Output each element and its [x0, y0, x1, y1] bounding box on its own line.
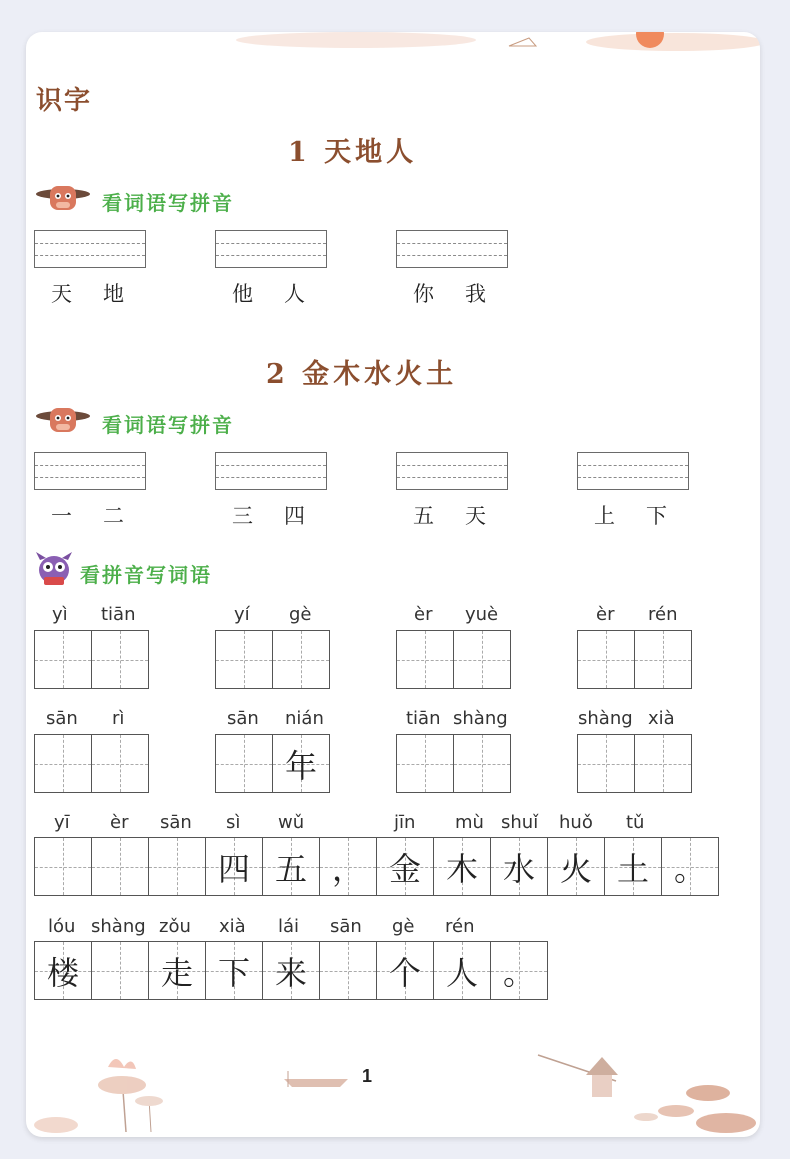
writing-cell[interactable]	[434, 838, 491, 895]
writing-grid[interactable]	[34, 734, 149, 793]
writing-cell[interactable]	[273, 631, 330, 688]
writing-cell[interactable]	[605, 838, 662, 895]
word-character: 他	[232, 282, 253, 306]
pinyin-box[interactable]	[577, 452, 689, 490]
word-character: 三	[232, 504, 253, 528]
writing-cell[interactable]	[662, 838, 719, 895]
word-pair	[413, 278, 517, 308]
word-character: 地	[103, 282, 124, 306]
pinyin-label: gè	[392, 916, 415, 937]
pinyin-label: nián	[285, 708, 324, 729]
workbook-page	[26, 32, 760, 1137]
writing-cell[interactable]	[216, 631, 273, 688]
writing-cell[interactable]	[35, 942, 92, 999]
pinyin-label: xià	[648, 708, 675, 729]
word-pair	[51, 278, 155, 308]
cell-character: 楼	[46, 953, 79, 992]
page-number: 1	[362, 1066, 373, 1086]
instruction-pinyin-from-words-1: 看词语写拼音	[102, 191, 234, 215]
boat-icon	[509, 38, 536, 46]
writing-cell[interactable]	[92, 942, 149, 999]
pinyin-box[interactable]	[396, 230, 508, 268]
word-character: 四	[284, 504, 305, 528]
pinyin-label: yī	[54, 812, 70, 833]
pinyin-label: sān	[227, 708, 259, 729]
pinyin-label: jīn	[394, 812, 416, 833]
word-pair	[232, 278, 336, 308]
writing-cell[interactable]	[35, 631, 92, 688]
writing-cell[interactable]	[454, 735, 511, 792]
pinyin-label: wǔ	[278, 812, 305, 833]
writing-cell[interactable]	[35, 838, 92, 895]
writing-cell[interactable]	[377, 942, 434, 999]
writing-cell[interactable]	[320, 838, 377, 895]
pinyin-label: xià	[219, 916, 246, 937]
pinyin-label: shàng	[91, 916, 146, 937]
cell-character: 四	[217, 849, 250, 888]
word-character: 人	[284, 282, 305, 306]
writing-cell[interactable]	[377, 838, 434, 895]
word-character: 下	[646, 504, 667, 528]
cell-character: 下	[217, 953, 250, 992]
word-character: 天	[51, 282, 72, 306]
cow-mascot-icon	[34, 180, 92, 214]
lotus-icon	[34, 1059, 163, 1133]
writing-cell[interactable]	[491, 942, 548, 999]
writing-cell[interactable]	[35, 735, 92, 792]
owl-mascot-icon	[34, 550, 74, 588]
word-character: 你	[413, 282, 434, 306]
rocks-icon	[634, 1085, 756, 1133]
writing-cell[interactable]	[92, 631, 149, 688]
writing-grid[interactable]	[396, 734, 511, 793]
lesson-2-title: 2 金木水火土	[266, 359, 458, 390]
writing-cell[interactable]	[548, 838, 605, 895]
cell-character: 木	[445, 849, 478, 888]
writing-cell[interactable]	[273, 735, 330, 792]
pinyin-label: èr	[110, 812, 129, 833]
writing-grid[interactable]	[577, 630, 692, 689]
writing-cell[interactable]	[263, 838, 320, 895]
cell-character: ，	[331, 849, 364, 888]
fisherman-icon	[538, 1055, 618, 1097]
cell-character: 火	[559, 849, 592, 888]
pinyin-label: sān	[160, 812, 192, 833]
footer-decoration	[26, 1037, 760, 1137]
cell-character: 年	[284, 746, 317, 785]
writing-cell[interactable]	[92, 735, 149, 792]
pinyin-box[interactable]	[396, 452, 508, 490]
cell-character: 五	[274, 849, 307, 888]
pinyin-label: èr	[414, 604, 433, 625]
pinyin-label: sān	[330, 916, 362, 937]
sentence-2-grid[interactable]	[34, 941, 548, 1000]
writing-grid[interactable]	[577, 734, 692, 793]
writing-grid[interactable]	[215, 630, 330, 689]
pinyin-label: zǒu	[159, 916, 191, 937]
writing-cell[interactable]	[635, 631, 692, 688]
writing-cell[interactable]	[206, 942, 263, 999]
pinyin-label: lóu	[48, 916, 76, 937]
boat-icon	[284, 1071, 348, 1087]
word-pair	[413, 500, 517, 530]
cell-character: 个	[388, 953, 421, 992]
pinyin-label: rén	[445, 916, 475, 937]
word-pair	[594, 500, 698, 530]
word-pair	[51, 500, 155, 530]
writing-cell[interactable]	[578, 631, 635, 688]
pinyin-box[interactable]	[34, 230, 146, 268]
writing-grid[interactable]	[215, 734, 330, 793]
pinyin-label: sān	[46, 708, 78, 729]
pinyin-label: yí	[234, 604, 250, 625]
lesson-1-title: 1 天地人	[288, 137, 418, 168]
pinyin-box[interactable]	[34, 452, 146, 490]
pinyin-label: shàng	[453, 708, 508, 729]
pinyin-label: huǒ	[559, 812, 593, 833]
writing-grid[interactable]	[396, 630, 511, 689]
word-character: 天	[465, 504, 486, 528]
instruction-pinyin-from-words-2: 看词语写拼音	[102, 413, 234, 437]
writing-cell[interactable]	[397, 631, 454, 688]
word-character: 上	[594, 504, 615, 528]
writing-cell[interactable]	[149, 942, 206, 999]
writing-cell[interactable]	[491, 838, 548, 895]
sentence-1-grid[interactable]	[34, 837, 719, 896]
pinyin-label: shàng	[578, 708, 633, 729]
header-decoration	[26, 32, 760, 72]
writing-cell[interactable]	[320, 942, 377, 999]
word-character: 二	[103, 504, 124, 528]
pinyin-label: lái	[278, 916, 300, 937]
writing-cell[interactable]	[454, 631, 511, 688]
writing-cell[interactable]	[635, 735, 692, 792]
pinyin-label: shuǐ	[501, 812, 539, 833]
writing-cell[interactable]	[216, 735, 273, 792]
section-label: 识字	[36, 86, 93, 116]
pinyin-label: tǔ	[626, 812, 645, 833]
instruction-words-from-pinyin: 看拼音写词语	[80, 563, 212, 587]
writing-cell[interactable]	[578, 735, 635, 792]
pinyin-label: tiān	[406, 708, 441, 729]
writing-grid[interactable]	[34, 630, 149, 689]
pinyin-box[interactable]	[215, 230, 327, 268]
writing-cell[interactable]	[92, 838, 149, 895]
writing-cell[interactable]	[397, 735, 454, 792]
writing-cell[interactable]	[149, 838, 206, 895]
pinyin-label: sì	[226, 812, 241, 833]
writing-cell[interactable]	[206, 838, 263, 895]
pinyin-label: rì	[112, 708, 125, 729]
pinyin-label: gè	[289, 604, 312, 625]
writing-cell[interactable]	[434, 942, 491, 999]
cell-character: 金	[388, 849, 421, 888]
pinyin-label: èr	[596, 604, 615, 625]
pinyin-label: yuè	[465, 604, 499, 625]
pinyin-label: yì	[52, 604, 68, 625]
word-character: 五	[413, 504, 434, 528]
cell-character: 来	[274, 953, 307, 992]
word-character: 一	[51, 504, 72, 528]
word-pair	[232, 500, 336, 530]
cell-character: 土	[616, 849, 649, 888]
writing-cell[interactable]	[263, 942, 320, 999]
pinyin-label: mù	[455, 812, 484, 833]
cell-character: 人	[445, 953, 478, 992]
cow-mascot-icon	[34, 402, 92, 436]
pinyin-label: rén	[648, 604, 678, 625]
pinyin-label: tiān	[101, 604, 136, 625]
cell-character: 。	[673, 849, 706, 888]
cell-character: 走	[160, 953, 193, 992]
cell-character: 水	[502, 849, 535, 888]
cell-character: 。	[502, 953, 535, 992]
word-character: 我	[465, 282, 486, 306]
pinyin-box[interactable]	[215, 452, 327, 490]
